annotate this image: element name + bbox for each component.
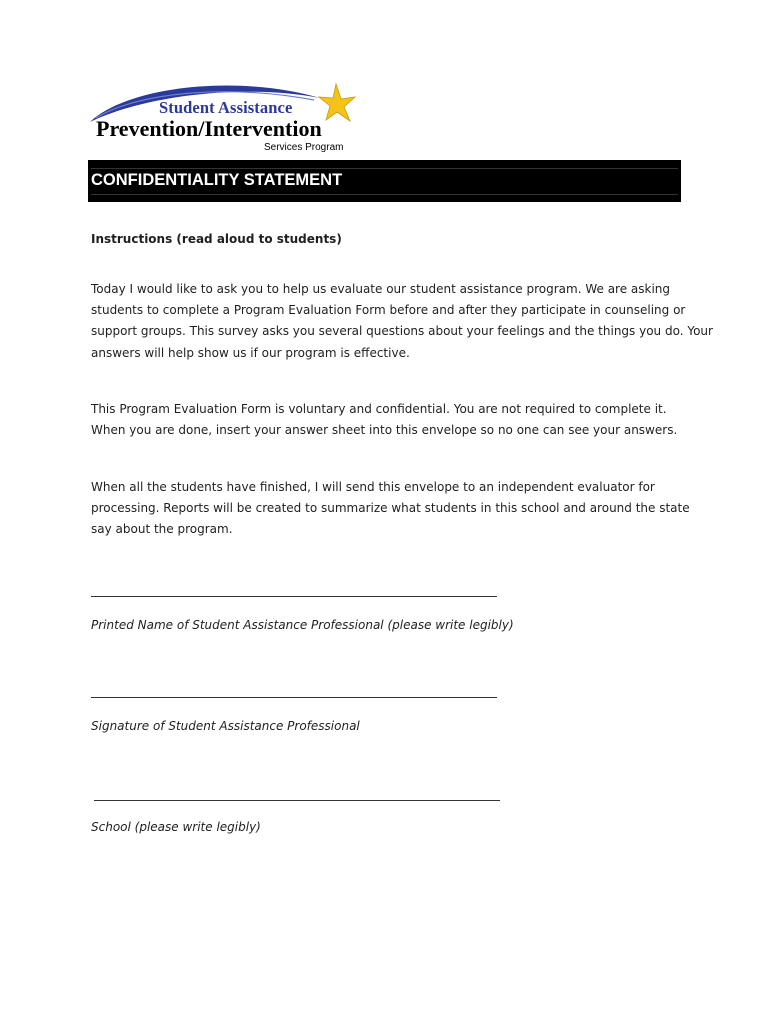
printed-name-label: Printed Name of Student Assistance Professional (please write legibly)	[91, 618, 514, 632]
instructions-heading: Instructions (read aloud to students)	[91, 232, 342, 246]
paragraph-1-line-4: answers will help show us if our program is effective.	[91, 346, 410, 360]
paragraph-3-line-3: say about the program.	[91, 522, 233, 536]
signature-label: Signature of Student Assistance Professional	[91, 719, 360, 733]
logo-text-student-assistance: Student Assistance	[159, 98, 293, 117]
school-label: School (please write legibly)	[91, 820, 261, 834]
paragraph-3-line-2: processing. Reports will be created to summarize what students in this school and around the state	[91, 501, 690, 515]
page-title: CONFIDENTIALITY STATEMENT	[91, 171, 343, 189]
printed-name-signature-line[interactable]	[91, 596, 497, 597]
title-banner	[88, 160, 681, 202]
logo-text-services-program: Services Program	[264, 142, 344, 153]
paragraph-2-line-2: When you are done, insert your answer sheet into this envelope so no one can see your answers.	[91, 423, 678, 437]
signature-line[interactable]	[91, 697, 497, 698]
program-logo	[88, 78, 360, 158]
school-signature-line[interactable]	[94, 800, 500, 801]
paragraph-2-line-1: This Program Evaluation Form is voluntary and confidential. You are not required to complete it.	[91, 402, 667, 416]
paragraph-1-line-2: students to complete a Program Evaluation Form before and after they participate in counseling or	[91, 303, 686, 317]
paragraph-1-line-1: Today I would like to ask you to help us evaluate our student assistance program. We are asking	[91, 282, 671, 296]
logo-text-prevention-intervention: Prevention/Intervention	[96, 116, 322, 141]
paragraph-1-line-3: support groups. This survey asks you several questions about your feelings and the things you do. Your	[91, 324, 713, 338]
paragraph-3-line-1: When all the students have finished, I will send this envelope to an independent evaluator for	[91, 480, 655, 494]
